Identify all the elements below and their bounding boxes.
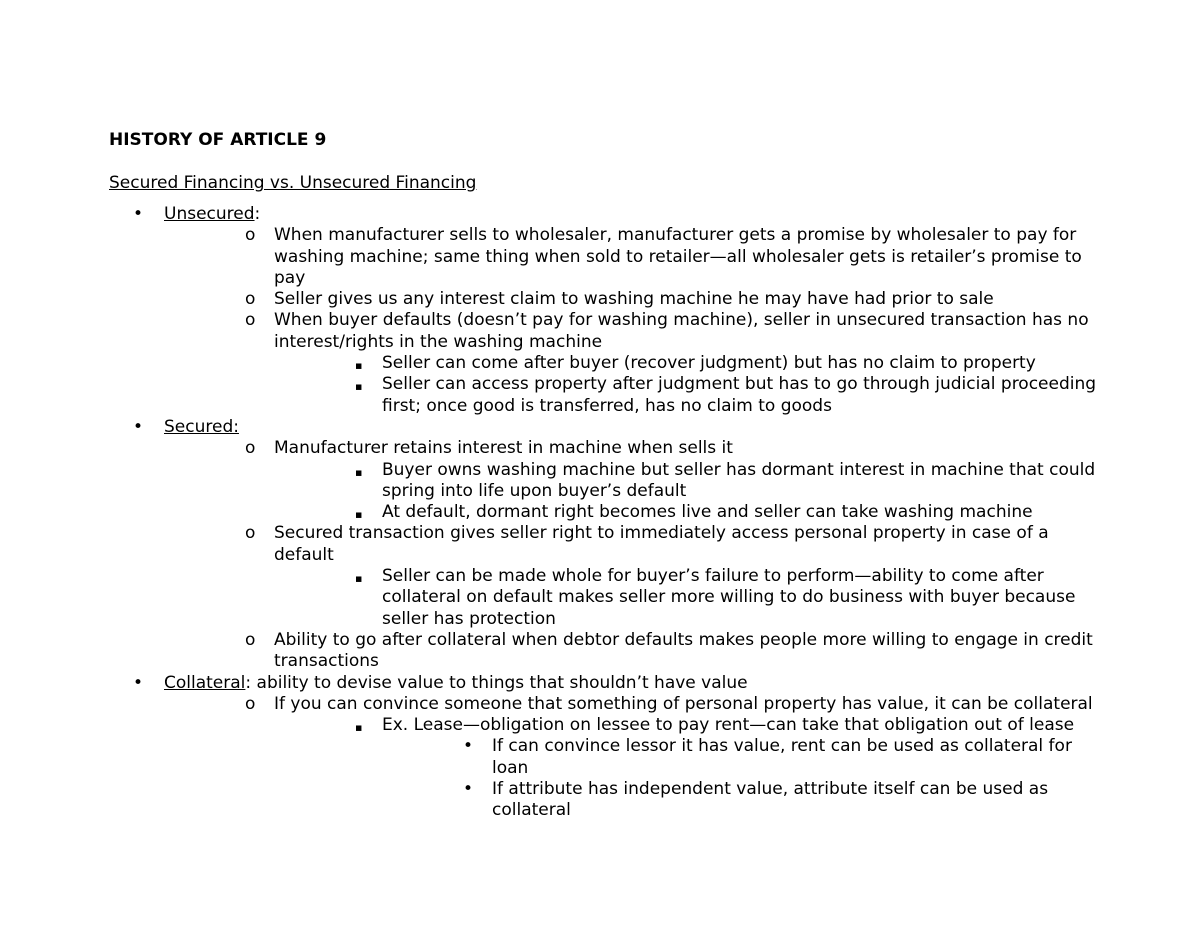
list-item-text: Secured transaction gives seller right to immediately access personal property in case of a default (274, 523, 1049, 565)
outline-item-collateral (109, 673, 1099, 822)
list-item-text: Seller can access property after judgment but has to go through judicial proceeding first; once good is transferred, has no claim to goods (382, 374, 1097, 416)
sublist (219, 715, 1099, 821)
list-item-text: At default, dormant right becomes live and seller can take washing machine (382, 502, 1033, 523)
list-item (328, 715, 1099, 821)
list-item-text: Seller can be made whole for buyer’s failure to perform—ability to come after collateral on default makes seller more willing to do business with buyer because seller has protection (382, 566, 1076, 629)
document-page (109, 130, 1099, 822)
list-item (219, 310, 1099, 416)
circle-bullet-icon: o (245, 629, 256, 650)
sublist-collateral (109, 694, 1099, 822)
term-unsecured-rest: : (254, 204, 261, 224)
list-item (328, 502, 1099, 523)
term-secured: Secured: (164, 416, 239, 437)
list-item-text: When buyer defaults (doesn’t pay for washing machine), seller in unsecured transaction has no interest/rights in the washing machine (274, 310, 1089, 352)
list-item-text: If attribute has independent value, attribute itself can be used as collateral (492, 779, 1049, 821)
term-collateral: Collateral (164, 672, 246, 693)
list-item-text: When manufacturer sells to wholesaler, manufacturer gets a promise by wholesaler to pay for washing machine; same thing when sold to retailer—all wholesaler gets is retailer’s promise to pay (274, 225, 1082, 288)
list-item-text: If you can convince someone that something of personal property has value, it can be collateral (274, 693, 1093, 714)
bullet-icon: • (133, 416, 144, 437)
square-bullet-icon: ▪ (355, 721, 363, 735)
document-title: HISTORY OF ARTICLE 9 (109, 130, 327, 150)
list-item (328, 566, 1099, 630)
square-bullet-icon: ▪ (355, 359, 363, 373)
circle-bullet-icon: o (245, 693, 256, 714)
list-item (219, 438, 1099, 523)
list-item (219, 694, 1099, 822)
sublist (219, 460, 1099, 524)
circle-bullet-icon: o (245, 310, 256, 331)
square-bullet-icon: ▪ (355, 508, 363, 522)
list-item-text: Seller gives us any interest claim to washing machine he may have had prior to sale (274, 289, 994, 310)
list-item (219, 523, 1099, 629)
sublist-unsecured (109, 225, 1099, 417)
list-item (328, 374, 1099, 417)
circle-bullet-icon: o (245, 225, 256, 246)
list-item (219, 289, 1099, 310)
outline-item-secured (109, 417, 1099, 673)
list-item-text: Ability to go after collateral when debtor defaults makes people more willing to engage in credit transactions (274, 629, 1093, 672)
outline-list (109, 204, 1099, 822)
list-item-text: Manufacturer retains interest in machine when sells it (274, 438, 733, 459)
term-collateral-rest: : ability to devise value to things that shouldn’t have value (245, 672, 748, 693)
list-item-text: Buyer owns washing machine but seller has dormant interest in machine that could spring into life upon buyer’s default (382, 459, 1096, 501)
section-heading: Secured Financing vs. Unsecured Financing (109, 173, 477, 193)
square-bullet-icon: ▪ (355, 465, 363, 479)
sublist (219, 566, 1099, 630)
square-bullet-icon: ▪ (355, 380, 363, 394)
sublist (328, 736, 1099, 821)
list-item-text: If can convince lessor it has value, rent can be used as collateral for loan (492, 736, 1072, 778)
list-item (328, 460, 1099, 503)
circle-bullet-icon: o (245, 523, 256, 544)
sublist-secured (109, 438, 1099, 672)
bullet-icon: • (133, 672, 144, 693)
bullet-icon: • (133, 204, 144, 224)
list-item-text: Ex. Lease—obligation on lessee to pay rent—can take that obligation out of lease (382, 715, 1075, 736)
list-item-text: Seller can come after buyer (recover judgment) but has no claim to property (382, 353, 1036, 374)
bullet-icon: • (463, 736, 474, 757)
list-item (219, 225, 1099, 289)
list-item (437, 736, 1099, 779)
outline-item-unsecured (109, 204, 1099, 417)
list-item (328, 353, 1099, 374)
list-item (437, 779, 1099, 822)
square-bullet-icon: ▪ (355, 572, 363, 586)
list-item (219, 630, 1099, 673)
sublist (219, 353, 1099, 417)
term-unsecured: Unsecured (164, 204, 255, 224)
bullet-icon: • (463, 779, 474, 800)
circle-bullet-icon: o (245, 438, 256, 459)
circle-bullet-icon: o (245, 289, 256, 310)
